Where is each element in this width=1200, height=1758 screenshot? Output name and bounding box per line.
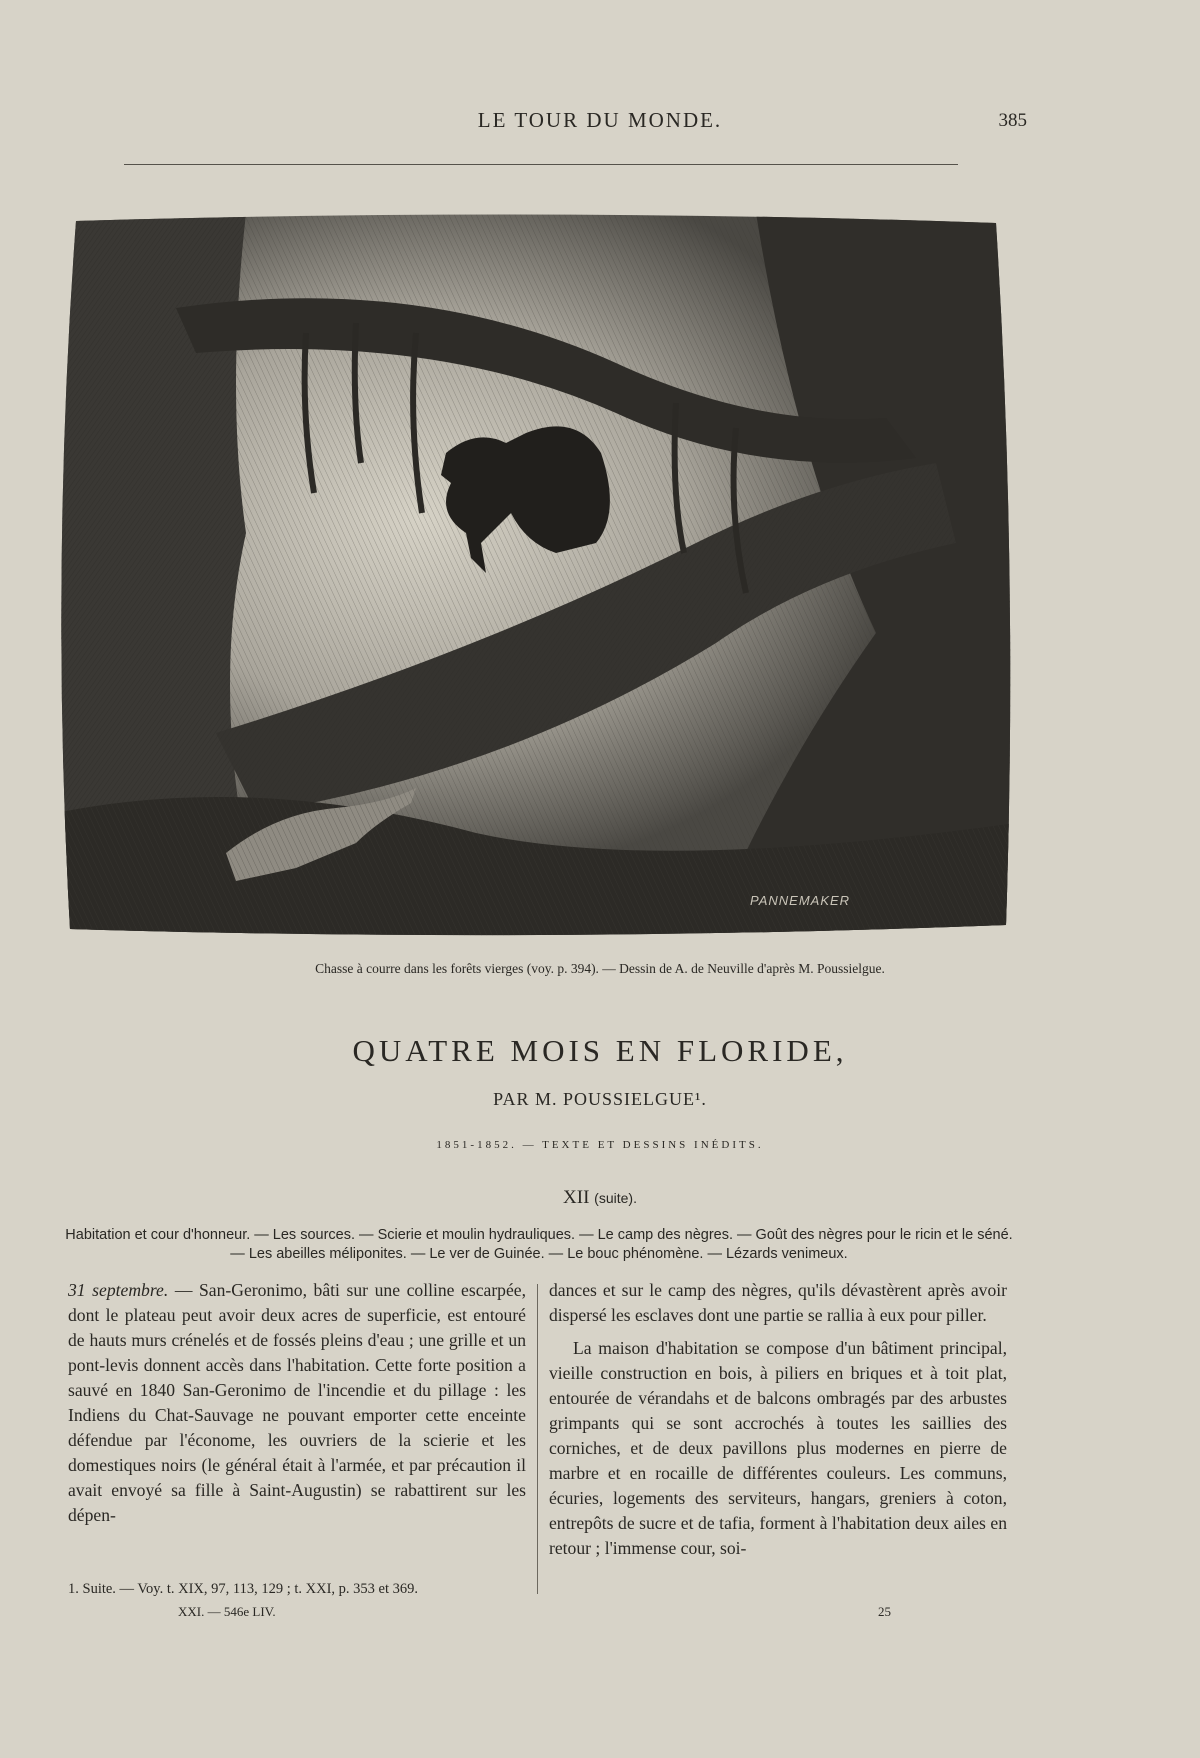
chapter-number: XII [563,1187,590,1208]
chapter-summary: Habitation et cour d'honneur. — Les sources. — Scierie et moulin hydrauliques. — Le camp des nègres. — Goût des nègres pour le ricin et le séné. — Les abeilles méliponites. — Le ver de Guinée. — Le bouc phénomène. — Lézards venimeux. [65,1227,1013,1262]
entry-date: 31 septembre. [68,1280,169,1300]
text-column-right [549,1278,1007,1561]
text-column-left [68,1278,526,1528]
header-rule [124,164,958,165]
illustration-caption: Chasse à courre dans les forêts vierges (voy. p. 394). — Dessin de A. de Neuville d'après M. Poussielgue. [315,961,885,976]
paragraph-text: — San-Geronimo, bâti sur une colline escarpée, dont le plateau peut avoir deux acres de superficie, est entouré de hauts murs crénelés et de fossés pleins d'eau ; une grille et un pont-levis donnent accès dans l'habitation. Cette forte position a sauvé en 1840 San-Geronimo de l'incendie et du pillage : les Indiens du Chat-Sauvage ne pouvant emporter cette enceinte défendue par l'économe, les ouvriers de la scierie et les domestiques noirs (le général était à l'armée, et par précaution il avait envoyé sa fille à Saint-Augustin) se rabattirent sur les dépen- [68,1280,526,1525]
footnote: 1. Suite. — Voy. t. XIX, 97, 113, 129 ; t. XXI, p. 353 et 369. [68,1581,419,1597]
article-dates: 1851-1852. — TEXTE ET DESSINS INÉDITS. [436,1139,764,1151]
paragraph [68,1278,526,1528]
article-title: QUATRE MOIS EN FLORIDE, [352,1033,848,1068]
sheet-number: 25 [878,1604,891,1619]
paragraph: dances et sur le camp des nègres, qu'ils dévastèrent après avoir dispersé les esclaves dont une partie se rallia à eux pour piller. [549,1280,1007,1325]
engraver-signature: PANNEMAKER [750,893,851,908]
running-title: LE TOUR DU MONDE. [477,108,723,132]
printer-signature: XXI. — 546e LIV. [178,1604,276,1619]
forest-hunt-engraving [56,213,1016,940]
running-head [0,108,1200,138]
article-byline: PAR M. POUSSIELGUE¹. [493,1089,707,1109]
column-divider [537,1284,538,1594]
paragraph: La maison d'habitation se compose d'un bâtiment principal, vieille construction en bois, à piliers en briques et à toit plat, entourée de vérandahs et de balcons ombragés par des arbustes grimpants qui se sont accrochés à toutes les saillies des corniches, et de deux pavillons plus modernes en pierre de marbre et en rocaille de différentes couleurs. Les communs, écuries, logements des serviteurs, hangars, greniers à coton, entrepôts de sucre et de tafia, forment à l'habitation deux ailes en retour ; l'immense cour, soi- [549,1338,1007,1558]
page-number: 385 [998,110,1027,131]
chapter-note: (suite). [594,1190,637,1206]
chapter-heading [0,1187,1200,1209]
